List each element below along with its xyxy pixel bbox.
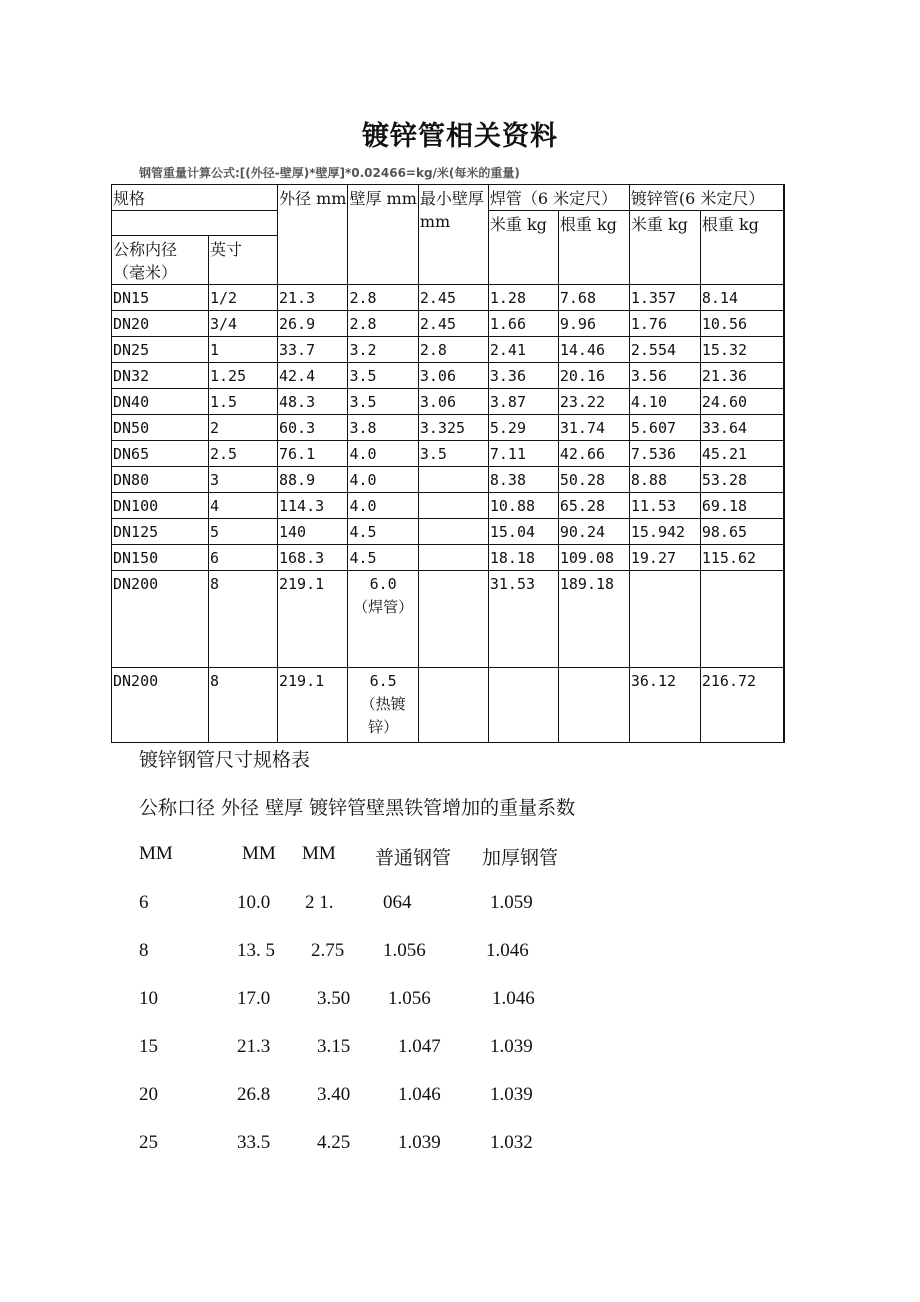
table-cell: 2 xyxy=(209,415,278,441)
list-cell: 2.75 xyxy=(311,940,345,961)
list-item xyxy=(0,1036,920,1066)
list-cell: 17.0 xyxy=(237,988,271,1009)
unit-label: 加厚钢管 xyxy=(482,847,559,869)
table-cell xyxy=(700,571,784,668)
table-cell: DN65 xyxy=(112,441,209,467)
table-row xyxy=(112,415,785,441)
list-cell: 10 xyxy=(139,988,158,1009)
table-cell: 1.5 xyxy=(209,389,278,415)
list-cell: 13. 5 xyxy=(237,940,275,961)
table-cell: 3/4 xyxy=(209,311,278,337)
table-cell: 8.14 xyxy=(700,285,784,311)
table-row xyxy=(112,363,785,389)
table-cell xyxy=(418,467,488,493)
table-cell: 33.64 xyxy=(700,415,784,441)
table-cell: 4.0 xyxy=(348,493,418,519)
table-cell: 48.3 xyxy=(278,389,348,415)
table-cell: 3.325 xyxy=(418,415,488,441)
list-cell: 1.032 xyxy=(490,1132,533,1153)
list-cell: 3.15 xyxy=(317,1036,351,1057)
table-row xyxy=(112,285,785,311)
table-cell: DN100 xyxy=(112,493,209,519)
table-cell: DN200 xyxy=(112,571,209,668)
list-cell: 20 xyxy=(139,1084,158,1105)
table-cell: 20.16 xyxy=(558,363,629,389)
unit-label: 普通钢管 xyxy=(375,847,452,869)
table-cell: 3.87 xyxy=(488,389,558,415)
table-cell: 3.06 xyxy=(418,389,488,415)
table-cell: 2.45 xyxy=(418,285,488,311)
table-cell: 60.3 xyxy=(278,415,348,441)
table-cell xyxy=(558,668,629,743)
table-cell: 24.60 xyxy=(700,389,784,415)
table-cell: DN150 xyxy=(112,545,209,571)
table-cell: 4.0 xyxy=(348,467,418,493)
spec-table xyxy=(111,184,785,743)
table-cell: DN50 xyxy=(112,415,209,441)
table-cell: 76.1 xyxy=(278,441,348,467)
table-cell: 3.56 xyxy=(629,363,700,389)
list-cell: 1.046 xyxy=(486,940,529,961)
table-row xyxy=(112,311,785,337)
header-welded-per-piece: 根重 kg xyxy=(558,211,629,285)
table-cell: 5.29 xyxy=(488,415,558,441)
table-cell: 1 xyxy=(209,337,278,363)
table-cell: 65.28 xyxy=(558,493,629,519)
table-cell: 26.9 xyxy=(278,311,348,337)
table-cell: 7.536 xyxy=(629,441,700,467)
table-cell xyxy=(348,668,418,743)
table-cell: 219.1 xyxy=(278,571,348,668)
table-cell: 3.5 xyxy=(418,441,488,467)
table-cell: 1.76 xyxy=(629,311,700,337)
table-cell: 8 xyxy=(209,571,278,668)
table-cell xyxy=(629,571,700,668)
table-row xyxy=(112,493,785,519)
table-row xyxy=(112,467,785,493)
table-cell: 23.22 xyxy=(558,389,629,415)
table-cell: 21.3 xyxy=(278,285,348,311)
table-cell: 10.88 xyxy=(488,493,558,519)
unit-label: MM xyxy=(139,843,173,864)
table-cell xyxy=(418,519,488,545)
list-cell: 26.8 xyxy=(237,1084,271,1105)
table-cell: 1.28 xyxy=(488,285,558,311)
header-welded: 焊管（6 米定尺） xyxy=(488,185,629,211)
table-cell: DN40 xyxy=(112,389,209,415)
weight-formula: 钢管重量计算公式:[(外径-壁厚)*壁厚]*0.02466=kg/米(每米的重量) xyxy=(139,166,520,180)
table-cell: 53.28 xyxy=(700,467,784,493)
table-cell: 3.2 xyxy=(348,337,418,363)
header-inch: 英寸 xyxy=(209,236,278,285)
table-cell: 1.25 xyxy=(209,363,278,389)
table-cell: 1.357 xyxy=(629,285,700,311)
list-cell: 1.046 xyxy=(398,1084,441,1105)
list-cell: 1.039 xyxy=(490,1084,533,1105)
table-cell: DN15 xyxy=(112,285,209,311)
list-cell: 1.059 xyxy=(490,892,533,913)
list-item xyxy=(0,892,920,922)
table-cell: DN32 xyxy=(112,363,209,389)
table-cell: 3.5 xyxy=(348,389,418,415)
header-galv-per-m: 米重 kg xyxy=(629,211,700,285)
table-cell: 168.3 xyxy=(278,545,348,571)
list-cell: 064 xyxy=(383,892,412,913)
table-cell: 5 xyxy=(209,519,278,545)
table-cell: 8 xyxy=(209,668,278,743)
table-row xyxy=(112,389,785,415)
table-cell: 42.66 xyxy=(558,441,629,467)
page-title: 镀锌管相关资料 xyxy=(362,121,558,152)
table-cell: 15.32 xyxy=(700,337,784,363)
table-cell: 140 xyxy=(278,519,348,545)
table-cell: 31.74 xyxy=(558,415,629,441)
header-wall: 壁厚 mm xyxy=(348,185,418,285)
table-cell: 2.8 xyxy=(348,311,418,337)
table-cell: DN200 xyxy=(112,668,209,743)
table-row xyxy=(112,668,785,743)
table-cell: DN20 xyxy=(112,311,209,337)
table-cell: 98.65 xyxy=(700,519,784,545)
table-cell: 3 xyxy=(209,467,278,493)
header-spec: 规格 xyxy=(112,185,278,211)
list-cell: 3.50 xyxy=(317,988,351,1009)
table-cell: 4.5 xyxy=(348,519,418,545)
wall-value: 6.0 xyxy=(369,575,397,593)
table-cell: 2.41 xyxy=(488,337,558,363)
header-nominal: 公称内径（毫米） xyxy=(112,236,209,285)
list-cell: 1.046 xyxy=(492,988,535,1009)
unit-label: MM xyxy=(242,843,276,864)
table-cell: 1/2 xyxy=(209,285,278,311)
unit-label: MM xyxy=(302,843,336,864)
table-cell: 15.04 xyxy=(488,519,558,545)
table-cell: 189.18 xyxy=(558,571,629,668)
header-galv: 镀锌管(6 米定尺） xyxy=(629,185,784,211)
list-cell: 4.25 xyxy=(317,1132,351,1153)
table-row xyxy=(112,519,785,545)
table-cell: 1.66 xyxy=(488,311,558,337)
list-cell: 25 xyxy=(139,1132,158,1153)
header-welded-per-m: 米重 kg xyxy=(488,211,558,285)
list-cell: 21.3 xyxy=(237,1036,271,1057)
header-galv-per-piece: 根重 kg xyxy=(700,211,784,285)
table-cell: 3.8 xyxy=(348,415,418,441)
table-cell: 2.554 xyxy=(629,337,700,363)
wall-note: （焊管） xyxy=(353,598,414,616)
table-cell: 3.36 xyxy=(488,363,558,389)
table-cell: 88.9 xyxy=(278,467,348,493)
table-cell xyxy=(418,545,488,571)
header-od: 外径 mm xyxy=(278,185,348,285)
table-cell: 8.88 xyxy=(629,467,700,493)
table-cell: 8.38 xyxy=(488,467,558,493)
table-cell: 19.27 xyxy=(629,545,700,571)
table-cell: 9.96 xyxy=(558,311,629,337)
table-row xyxy=(112,545,785,571)
list-item xyxy=(0,988,920,1018)
table-cell: 14.46 xyxy=(558,337,629,363)
table-cell: 10.56 xyxy=(700,311,784,337)
list-cell: 6 xyxy=(139,892,149,913)
list-item xyxy=(0,940,920,970)
table-cell: 36.12 xyxy=(629,668,700,743)
table-cell xyxy=(418,571,488,668)
table-cell: 3.5 xyxy=(348,363,418,389)
table-cell: 90.24 xyxy=(558,519,629,545)
table-cell xyxy=(348,571,418,668)
list-cell: 1.039 xyxy=(490,1036,533,1057)
table-cell: 69.18 xyxy=(700,493,784,519)
table-cell: 50.28 xyxy=(558,467,629,493)
list-cell: 15 xyxy=(139,1036,158,1057)
table-cell: 219.1 xyxy=(278,668,348,743)
list-cell: 1.056 xyxy=(388,988,431,1009)
table-cell xyxy=(488,668,558,743)
list-cell: 1.056 xyxy=(383,940,426,961)
table-cell: 7.11 xyxy=(488,441,558,467)
units-row xyxy=(0,843,920,873)
table-cell: 15.942 xyxy=(629,519,700,545)
table-cell xyxy=(418,668,488,743)
table-cell xyxy=(418,493,488,519)
wall-note: （热镀锌） xyxy=(360,695,406,736)
table-cell: 2.5 xyxy=(209,441,278,467)
table-cell: 45.21 xyxy=(700,441,784,467)
list-cell: 1.039 xyxy=(398,1132,441,1153)
header-spec-gap xyxy=(112,211,278,236)
table-cell: 5.607 xyxy=(629,415,700,441)
list-item xyxy=(0,1132,920,1162)
table-cell: 2.45 xyxy=(418,311,488,337)
table-row xyxy=(112,441,785,467)
table-cell: 6 xyxy=(209,545,278,571)
list-cell: 1.047 xyxy=(398,1036,441,1057)
table-cell: DN125 xyxy=(112,519,209,545)
section2-title: 镀锌钢管尺寸规格表 xyxy=(139,749,311,771)
table-cell: 18.18 xyxy=(488,545,558,571)
table-cell: 31.53 xyxy=(488,571,558,668)
table-cell: 3.06 xyxy=(418,363,488,389)
table-row xyxy=(112,337,785,363)
header-min-wall: 最小壁厚 mm xyxy=(418,185,488,285)
table-cell: 216.72 xyxy=(700,668,784,743)
list-cell: 8 xyxy=(139,940,149,961)
list-cell: 3.40 xyxy=(317,1084,351,1105)
table-cell: 4.5 xyxy=(348,545,418,571)
list-cell: 33.5 xyxy=(237,1132,271,1153)
section2-headers: 公称口径 外径 壁厚 镀锌管壁黑铁管增加的重量系数 xyxy=(139,797,576,819)
list-cell: 10.0 xyxy=(237,892,271,913)
table-cell: DN80 xyxy=(112,467,209,493)
list-cell: 2 1. xyxy=(305,892,334,913)
table-cell: 21.36 xyxy=(700,363,784,389)
list-item xyxy=(0,1084,920,1114)
table-cell: 7.68 xyxy=(558,285,629,311)
table-cell: 114.3 xyxy=(278,493,348,519)
table-cell: 42.4 xyxy=(278,363,348,389)
table-row xyxy=(112,571,785,668)
table-cell: 109.08 xyxy=(558,545,629,571)
table-cell: DN25 xyxy=(112,337,209,363)
table-cell: 2.8 xyxy=(418,337,488,363)
wall-value: 6.5 xyxy=(369,672,397,690)
table-cell: 4.0 xyxy=(348,441,418,467)
table-cell: 2.8 xyxy=(348,285,418,311)
table-cell: 4 xyxy=(209,493,278,519)
table-cell: 115.62 xyxy=(700,545,784,571)
table-cell: 33.7 xyxy=(278,337,348,363)
table-cell: 11.53 xyxy=(629,493,700,519)
table-cell: 4.10 xyxy=(629,389,700,415)
